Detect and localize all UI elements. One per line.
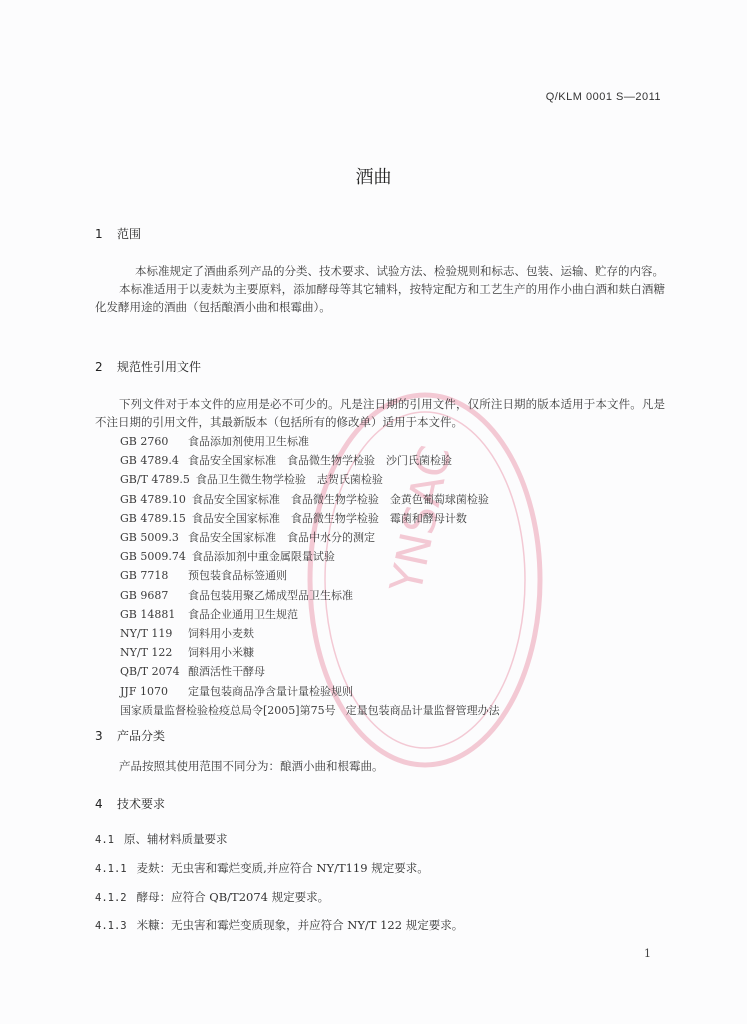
reference-code: GB/T 4789.5 xyxy=(120,473,190,487)
reference-item xyxy=(120,701,500,720)
reference-code: GB 2760 xyxy=(120,435,169,448)
reference-name: 食品包装用聚乙烯成型品卫生标准 xyxy=(188,588,353,602)
reference-code: 国家质量监督检验检疫总局令[2005]第75号 xyxy=(120,703,336,717)
reference-name: 食品安全国家标准 食品微生物学检验 霉菌和酵母计数 xyxy=(191,511,467,525)
reference-code: GB 5009.74 xyxy=(120,550,186,564)
references-intro-text: 下列文件对于本文件的应用是必不可少的。凡是注日期的引用文件，仅所注日期的版本适用于本文件。凡是不注日期的引用文件，其最新版本（包括所有的修改单）适用于本文件。 xyxy=(95,397,665,429)
reference-code: GB 4789.10 xyxy=(120,492,186,506)
subsection-number: 4.1 xyxy=(95,834,114,846)
references-intro xyxy=(95,395,665,431)
references-list xyxy=(120,432,500,720)
requirement-item xyxy=(95,889,329,905)
reference-item xyxy=(120,490,500,509)
classification-paragraph: 产品按照其使用范围不同分为：酿酒小曲和根霉曲。 xyxy=(119,759,384,773)
section-title: 技术要求 xyxy=(117,797,166,811)
section-heading-technical xyxy=(95,795,165,812)
section-number: 2 xyxy=(95,360,103,374)
requirement-text: 麦麸：无虫害和霉烂变质,并应符合 NY/T119 规定要求。 xyxy=(136,861,429,875)
reference-name: 食品添加剂中重金属限量试验 xyxy=(191,550,335,564)
reference-item xyxy=(120,682,500,701)
reference-code: NY/T 119 xyxy=(120,627,173,641)
reference-item xyxy=(120,451,500,470)
requirement-item xyxy=(95,917,463,933)
scope-paragraph-2: 本标准适用于以麦麸为主要原料，添加酵母等其它辅料，按特定配方和工艺生产的用作小曲白酒和麸白酒糖化发酵用途的酒曲（包括酿酒小曲和根霉曲）。 xyxy=(95,282,665,314)
section-title: 范围 xyxy=(117,227,142,241)
section-heading-scope xyxy=(95,225,141,242)
reference-name: 饲料用小麦麸 xyxy=(188,627,254,641)
requirement-number: 4.1.1 xyxy=(95,863,127,875)
reference-code: GB 7718 xyxy=(120,569,169,583)
subsection-heading xyxy=(95,831,227,847)
reference-item xyxy=(120,624,500,643)
section-title: 产品分类 xyxy=(117,729,166,743)
reference-item xyxy=(120,643,500,662)
reference-item xyxy=(120,586,500,605)
reference-code: GB 4789.15 xyxy=(120,511,186,525)
section-heading-classification xyxy=(95,727,165,744)
requirement-number: 4.1.2 xyxy=(95,892,127,904)
reference-item xyxy=(120,605,500,624)
reference-name: 食品安全国家标准 食品中水分的测定 xyxy=(188,531,375,545)
scope-paragraph-1: 本标准规定了酒曲系列产品的分类、技术要求、试验方法、检验规则和标志、包装、运输、贮存的内容。 xyxy=(135,264,664,278)
scope-text xyxy=(95,262,665,316)
reference-item xyxy=(120,509,500,528)
reference-code: GB 14881 xyxy=(120,607,176,621)
reference-item xyxy=(120,470,500,489)
reference-code: GB 5009.3 xyxy=(120,531,179,545)
reference-code: QB/T 2074 xyxy=(120,665,180,679)
section-number: 4 xyxy=(95,797,103,811)
reference-item xyxy=(120,528,500,547)
reference-item xyxy=(120,432,500,451)
reference-code: JJF 1070 xyxy=(120,684,168,698)
requirement-text: 酵母：应符合 QB/T2074 规定要求。 xyxy=(136,890,330,904)
classification-text xyxy=(95,757,665,775)
page-number: 1 xyxy=(644,947,651,960)
reference-item xyxy=(120,662,500,681)
reference-code: NY/T 122 xyxy=(120,646,173,660)
section-title: 规范性引用文件 xyxy=(117,360,202,374)
requirement-item xyxy=(95,860,429,876)
reference-name: 食品企业通用卫生规范 xyxy=(188,607,298,621)
reference-name: 酿酒活性干酵母 xyxy=(188,665,265,679)
reference-name: 食品安全国家标准 食品微生物学检验 金黄色葡萄球菌检验 xyxy=(191,492,489,506)
reference-name: 预包装食品标签通则 xyxy=(188,569,287,583)
reference-item xyxy=(120,566,500,585)
reference-name: 定量包装商品计量监督管理办法 xyxy=(345,703,500,717)
reference-code: GB 4789.4 xyxy=(120,454,179,468)
reference-name: 食品卫生微生物学检验 志贺氏菌检验 xyxy=(195,473,383,487)
requirement-text: 米糠：无虫害和霉烂变质现象，并应符合 NY/T 122 规定要求。 xyxy=(136,918,464,932)
reference-name: 饲料用小米糠 xyxy=(188,646,254,660)
document-title: 酒曲 xyxy=(355,167,392,188)
reference-item xyxy=(120,547,500,566)
requirement-number: 4.1.3 xyxy=(95,920,127,932)
reference-name: 食品添加剂使用卫生标准 xyxy=(188,435,309,448)
subsection-title: 原、辅材料质量要求 xyxy=(123,832,228,846)
svg-text:YNSAC: YNSAC xyxy=(380,441,462,598)
reference-name: 定量包装商品净含量计量检验规则 xyxy=(188,684,353,698)
section-number: 3 xyxy=(95,729,103,743)
reference-name: 食品安全国家标准 食品微生物学检验 沙门氏菌检验 xyxy=(188,454,452,468)
document-code: Q/KLM 0001 S—2011 xyxy=(545,91,661,103)
section-heading-references xyxy=(95,358,201,375)
reference-code: GB 9687 xyxy=(120,588,169,602)
section-number: 1 xyxy=(95,227,103,241)
